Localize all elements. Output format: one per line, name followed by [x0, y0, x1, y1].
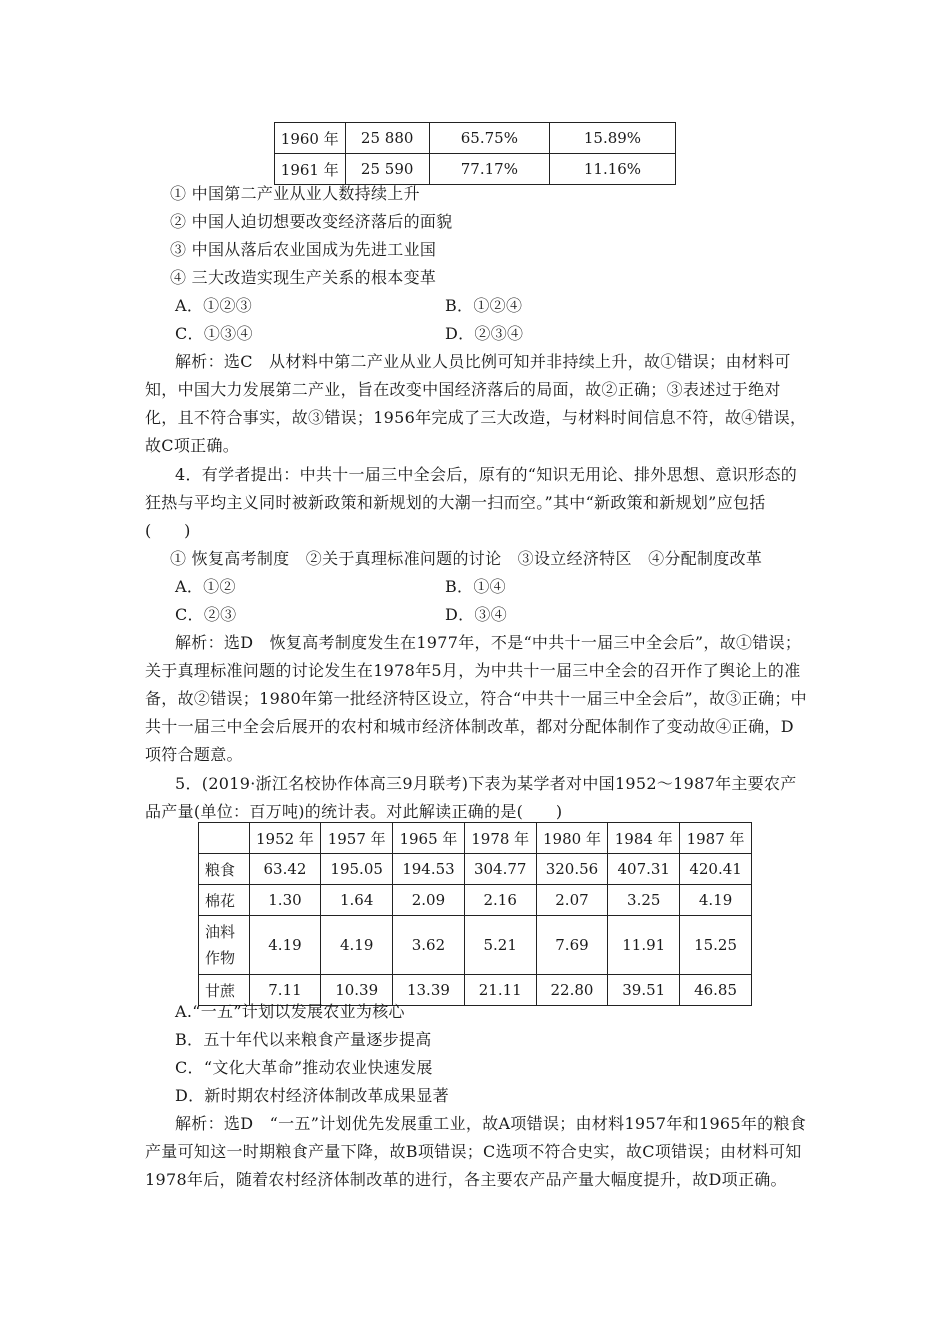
- table-cell: 4.19: [249, 916, 321, 975]
- question-4-stem: 4．有学者提出：中共十一届三中全会后，原有的“知识无用论、排外思想、意识形态的狂热与平均主义同时被新政策和新规划的大潮一扫而空。”其中“新政策和新规划”应包括( ): [145, 465, 798, 540]
- table-cell: 11.91: [608, 916, 680, 975]
- option-a: A．①②: [175, 577, 236, 596]
- table-header-cell: 1957 年: [321, 823, 393, 854]
- table-cell: 77.17%: [429, 154, 549, 185]
- table-cell: 2.16: [464, 885, 536, 916]
- row-label-line: 作物: [205, 949, 236, 967]
- table-cell: 7.69: [536, 916, 608, 975]
- question-5-stem: 5．(2019·浙江名校协作体高三9月联考)下表为某学者对中国1952～1987年主要农产品产量(单位：百万吨)的统计表。对此解读正确的是( ): [145, 774, 797, 821]
- statement-3: ③ 中国从落后农业国成为先进工业国: [170, 240, 437, 259]
- option-c: C．②③: [175, 605, 237, 624]
- row-label: 棉花: [199, 885, 250, 916]
- table-cell: 11.16%: [549, 154, 675, 185]
- table-cell: 46.85: [680, 975, 752, 1006]
- table-cell: 5.21: [464, 916, 536, 975]
- table-cell: 1.64: [321, 885, 393, 916]
- table-cell: 10.39: [321, 975, 393, 1006]
- table-cell: 2.09: [393, 885, 465, 916]
- table-cell: 320.56: [536, 854, 608, 885]
- crop-output-table: [198, 822, 752, 1006]
- table-header-cell: 1952 年: [249, 823, 321, 854]
- row-label: 粮食: [199, 854, 250, 885]
- analysis-q5: 解析：选D “一五”计划优先发展重工业，故A项错误；由材料1957年和1965年的粮食产量可知这一时期粮食产量下降，故B项错误；C选项不符合史实，故C项错误；由材料可知1978年后，随着农村经济体制改革的进行，各主要农产品产量大幅度提升，故D项正确。: [145, 1114, 807, 1189]
- table-cell: 194.53: [393, 854, 465, 885]
- table-cell: 2.07: [536, 885, 608, 916]
- analysis-q4: 解析：选D 恢复高考制度发生在1977年，不是“中共十一届三中全会后”，故①错误；关于真理标准问题的讨论发生在1978年5月，为中共十一届三中全会的召开作了舆论上的准备，故②错误；1980年第一批经济特区设立，符合“中共十一届三中全会后”，故③正确；中共十一届三中全会后展开的农村和城市经济体制改革，都对分配体制作了变动故④正确，D项符合题意。: [145, 633, 807, 764]
- table-cell: 13.39: [393, 975, 465, 1006]
- table-row: [199, 854, 752, 885]
- table-cell: 63.42: [249, 854, 321, 885]
- employment-table: [274, 122, 676, 185]
- table-header-cell: 1965 年: [393, 823, 465, 854]
- table-cell: 25 880: [345, 123, 429, 154]
- table-cell: 420.41: [680, 854, 752, 885]
- table-cell: 65.75%: [429, 123, 549, 154]
- option-a: A.“一五”计划以发展农业为核心: [175, 1002, 405, 1021]
- option-b: B．①④: [445, 577, 506, 596]
- table-cell: 1.30: [249, 885, 321, 916]
- table-header-cell: 1984 年: [608, 823, 680, 854]
- table-cell: 39.51: [608, 975, 680, 1006]
- table-row: [199, 916, 752, 975]
- table-cell: 3.25: [608, 885, 680, 916]
- table-cell: 22.80: [536, 975, 608, 1006]
- statement-1: ① 中国第二产业从业人数持续上升: [170, 184, 420, 203]
- option-a: A．①②③: [175, 296, 253, 315]
- analysis-q3: 解析：选C 从材料中第二产业从业人员比例可知并非持续上升，故①错误；由材料可知，中国大力发展第二产业，旨在改变中国经济落后的局面，故②正确；③表述过于绝对化，且不符合事实，故③错误；1956年完成了三大改造，与材料时间信息不符，故④错误，故C项正确。: [145, 352, 807, 455]
- table-row: [199, 885, 752, 916]
- table-header-cell: [199, 823, 250, 854]
- table-cell: 407.31: [608, 854, 680, 885]
- table-cell: 1960 年: [275, 123, 346, 154]
- table-cell: 1961 年: [275, 154, 346, 185]
- option-b: B．①②④: [445, 296, 523, 315]
- table-header-cell: 1980 年: [536, 823, 608, 854]
- option-c: C．①③④: [175, 324, 253, 343]
- table-cell: 15.25: [680, 916, 752, 975]
- question-4-items: ① 恢复高考制度 ②关于真理标准问题的讨论 ③设立经济特区 ④分配制度改革: [170, 549, 763, 568]
- option-d: D．③④: [445, 605, 508, 624]
- table-header-cell: 1987 年: [680, 823, 752, 854]
- option-c: C．“文化大革命”推动农业快速发展: [175, 1058, 433, 1077]
- table-cell: 4.19: [321, 916, 393, 975]
- table-header-row: [199, 823, 752, 854]
- option-b: B．五十年代以来粮食产量逐步提高: [175, 1030, 432, 1049]
- table-cell: 304.77: [464, 854, 536, 885]
- statement-4: ④ 三大改造实现生产关系的根本变革: [170, 268, 437, 287]
- table-cell: 25 590: [345, 154, 429, 185]
- table-cell: 4.19: [680, 885, 752, 916]
- statement-2: ② 中国人迫切想要改变经济落后的面貌: [170, 212, 453, 231]
- option-d: D．②③④: [445, 324, 524, 343]
- row-label: 甘蔗: [199, 975, 250, 1006]
- row-label-line: 油料: [205, 923, 236, 941]
- table-cell: 15.89%: [549, 123, 675, 154]
- table-cell: 21.11: [464, 975, 536, 1006]
- table-cell: 195.05: [321, 854, 393, 885]
- table-cell: 7.11: [249, 975, 321, 1006]
- row-label: [199, 916, 250, 975]
- option-d: D．新时期农村经济体制改革成果显著: [175, 1086, 449, 1105]
- table-row: [275, 123, 676, 154]
- table-header-cell: 1978 年: [464, 823, 536, 854]
- table-cell: 3.62: [393, 916, 465, 975]
